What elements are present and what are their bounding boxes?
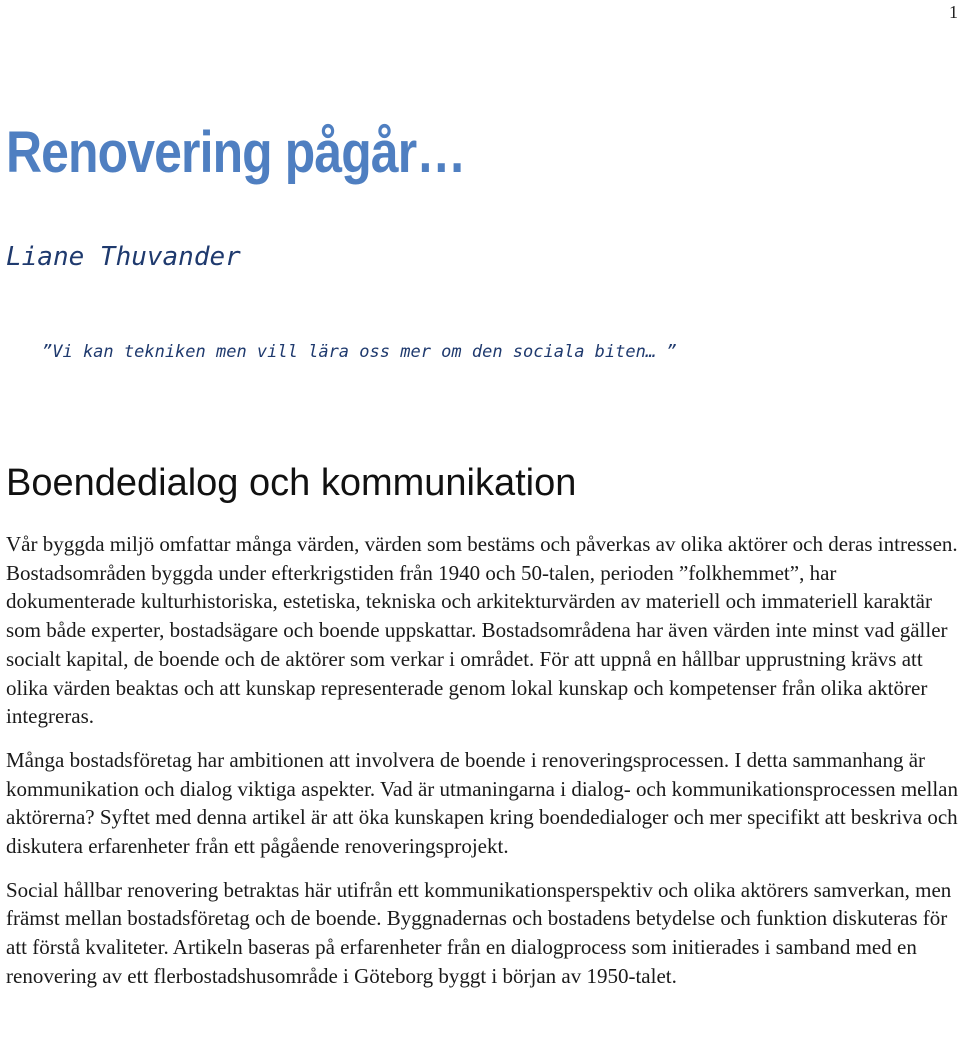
page-number: 1 xyxy=(949,2,958,22)
intro-quote: ”Vi kan tekniken men vill lära oss mer om den sociala biten… ” xyxy=(42,342,677,362)
paragraph: Vår byggda miljö omfattar många värden, värden som bestäms och påverkas av olika aktörer och deras intressen. Bostadsområden byggda under efterkrigstiden från 1940 och 50-talen, perioden ”folkhemmet”, har dokumenterade kulturhistoriska, estetiska, tekniska och arkitekturvärden av materiell och immateriell karaktär som både experter, bostadsägare och boende uppskattar. Bostadsområdena har även värden inte minst vad gäller socialt kapital, de boende och de aktörer som verkar i området. För att uppnå en hållbar upprustning krävs att olika värden beaktas och att kunskap representerade genom lokal kunskap och kompetenser från olika aktörer integreras. xyxy=(6,532,958,729)
author-name: Liane Thuvander xyxy=(6,242,241,272)
paragraph: Många bostadsföretag har ambitionen att involvera de boende i renoveringsprocessen. I detta sammanhang är kommunikation och dialog viktiga aspekter. Vad är utmaningarna i dialog- och kommunikationsprocessen mellan aktörerna? Syftet med denna artikel är att öka kunskapen kring boendedialoger och mer specifikt att beskriva och diskutera erfarenheter från ett pågående renoveringsprojekt. xyxy=(6,747,958,859)
paragraph: Social hållbar renovering betraktas här utifrån ett kommunikationsperspektiv och olika aktörers samverkan, men främst mellan bostadsföretag och de boende. Byggnadernas och bostadens betydelse och funktion diskuteras för att förstå kvaliteter. Artikeln baseras på erfarenheter från en dialogprocess som initierades i samband med en renovering av ett flerbostadshusområde i Göteborg byggt i början av 1950-talet. xyxy=(6,877,952,988)
section-heading: Boendedialog och kommunikation xyxy=(6,462,577,504)
article-title: Renovering pågår… xyxy=(6,120,466,185)
body-text xyxy=(6,530,958,1006)
